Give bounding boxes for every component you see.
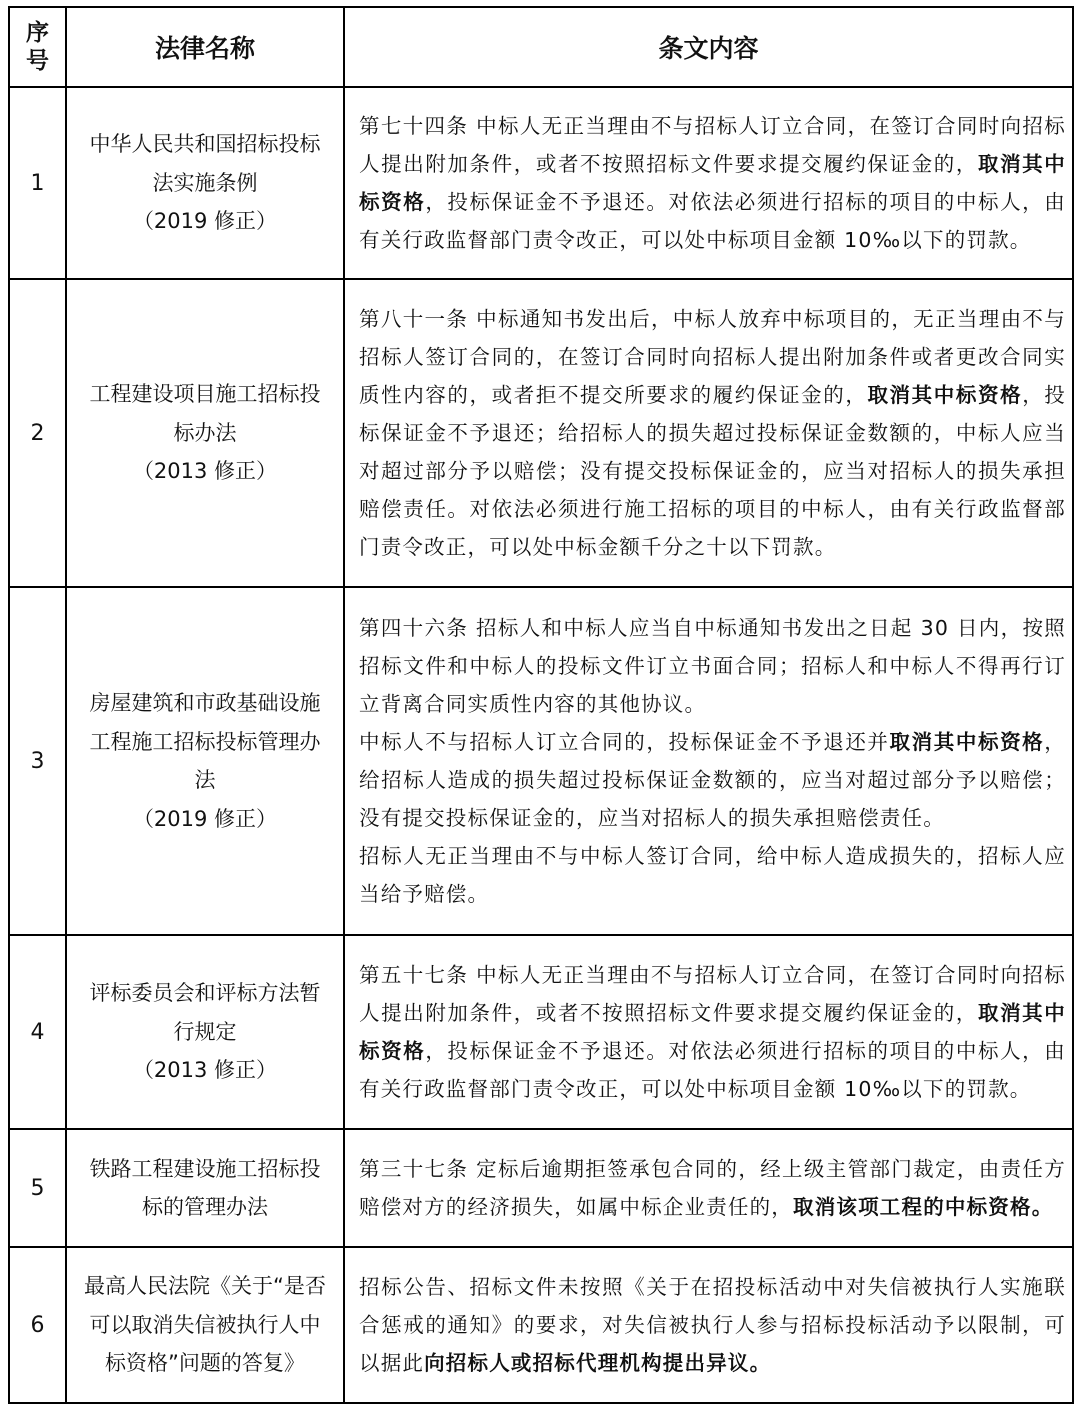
law-name-cell [66, 1129, 344, 1247]
article-text: 中标人不与招标人订立合同的，投标保证金不予退还并 [359, 730, 890, 754]
law-edition: （2013 修正） [132, 459, 278, 484]
highlighted-text: 取消其中标资格 [867, 383, 1023, 407]
serial-number: 1 [9, 87, 66, 279]
law-name: 评标委员会和评标方法暂行规定 [89, 981, 321, 1044]
article-text: ，投标保证金不予退还。对依法必须进行招标的项目的中标人，由有关行政监督部门责令改正，可以处中标项目金额 10‰以下的罚款。 [359, 1039, 1066, 1101]
law-name-cell [66, 279, 344, 587]
law-name-cell [66, 1247, 344, 1403]
law-table [8, 6, 1074, 1404]
law-name: 房屋建筑和市政基础设施工程施工招标投标管理办法 [89, 691, 321, 792]
header-serial-number: 序号 [9, 7, 66, 87]
highlighted-text: 取消该项工程的中标资格。 [793, 1195, 1054, 1219]
article-content [344, 1129, 1073, 1247]
article-content [344, 87, 1073, 279]
article-paragraph [359, 1268, 1066, 1382]
article-paragraph [359, 609, 1066, 723]
article-text: 招标人无正当理由不与中标人签订合同，给中标人造成损失的，招标人应当给予赔偿。 [359, 844, 1066, 906]
serial-number: 6 [9, 1247, 66, 1403]
serial-number: 5 [9, 1129, 66, 1247]
header-row [9, 7, 1073, 87]
law-edition: （2019 修正） [132, 209, 278, 234]
serial-number: 4 [9, 935, 66, 1129]
highlighted-text: 向招标人或招标代理机构提出异议。 [424, 1351, 772, 1375]
article-content [344, 935, 1073, 1129]
article-text: 第三十七条 定标后逾期拒签承包合同的，经上级主管部门裁定，由责任方赔偿对方的经济损失，如属中标企业责任的， [359, 1157, 1066, 1219]
article-text: 第七十四条 中标人无正当理由不与招标人订立合同，在签订合同时向招标人提出附加条件，或者不按照招标文件要求提交履约保证金的， [359, 114, 1066, 176]
article-paragraph [359, 1150, 1066, 1226]
article-content [344, 279, 1073, 587]
serial-number: 3 [9, 587, 66, 935]
law-name-cell [66, 87, 344, 279]
table-row [9, 935, 1073, 1129]
highlighted-text: 取消其中标资格 [359, 1001, 1066, 1063]
table-row [9, 587, 1073, 935]
serial-number: 2 [9, 279, 66, 587]
article-paragraph [359, 300, 1066, 566]
law-name: 铁路工程建设施工招标投标的管理办法 [89, 1156, 321, 1219]
table-row [9, 1247, 1073, 1403]
law-name-cell [66, 587, 344, 935]
article-paragraph [359, 723, 1066, 837]
header-article-content: 条文内容 [344, 7, 1073, 87]
article-text: 招标公告、招标文件未按照《关于在招投标活动中对失信被执行人实施联合惩戒的通知》的要求，对失信被执行人参与招标投标活动予以限制，可以据此 [359, 1275, 1066, 1375]
law-edition: （2013 修正） [132, 1058, 278, 1083]
article-paragraph [359, 107, 1066, 259]
law-name: 最高人民法院《关于“是否可以取消失信被执行人中标资格”问题的答复》 [84, 1274, 326, 1376]
article-content [344, 1247, 1073, 1403]
law-name-cell [66, 935, 344, 1129]
article-text: 第四十六条 招标人和中标人应当自中标通知书发出之日起 30 日内，按照招标文件和中标人的投标文件订立书面合同；招标人和中标人不得再行订立背离合同实质性内容的其他协议。 [359, 616, 1066, 716]
article-text: ，给招标人造成的损失超过投标保证金数额的，应当对超过部分予以赔偿；没有提交投标保证金的，应当对招标人的损失承担赔偿责任。 [359, 730, 1066, 830]
article-text: 第五十七条 中标人无正当理由不与招标人订立合同，在签订合同时向招标人提出附加条件，或者不按照招标文件要求提交履约保证金的， [359, 963, 1066, 1025]
highlighted-text: 取消其中标资格 [889, 730, 1045, 754]
article-paragraph [359, 837, 1066, 913]
article-text: 第八十一条 中标通知书发出后，中标人放弃中标项目的，无正当理由不与招标人签订合同的，在签订合同时向招标人提出附加条件或者更改合同实质性内容的，或者拒不提交所要求的履约保证金的， [359, 307, 1066, 407]
article-text: ，投标保证金不予退还。对依法必须进行招标的项目的中标人，由有关行政监督部门责令改正，可以处中标项目金额 10‰以下的罚款。 [359, 190, 1066, 252]
table-row [9, 87, 1073, 279]
law-name: 中华人民共和国招标投标法实施条例 [89, 132, 321, 195]
article-paragraph [359, 956, 1066, 1108]
article-content [344, 587, 1073, 935]
article-text: ，投标保证金不予退还；给招标人的损失超过投标保证金数额的，中标人应当对超过部分予以赔偿；没有提交投标保证金的，应当对招标人的损失承担赔偿责任。对依法必须进行施工招标的项目的中标人，由有关行政监督部门责令改正，可以处中标金额千分之十以下罚款。 [359, 383, 1066, 559]
table-row [9, 279, 1073, 587]
law-edition: （2019 修正） [132, 806, 278, 831]
table-row [9, 1129, 1073, 1247]
header-law-name: 法律名称 [66, 7, 344, 87]
highlighted-text: 取消其中标资格 [359, 152, 1066, 214]
law-name: 工程建设项目施工招标投标办法 [89, 382, 321, 445]
